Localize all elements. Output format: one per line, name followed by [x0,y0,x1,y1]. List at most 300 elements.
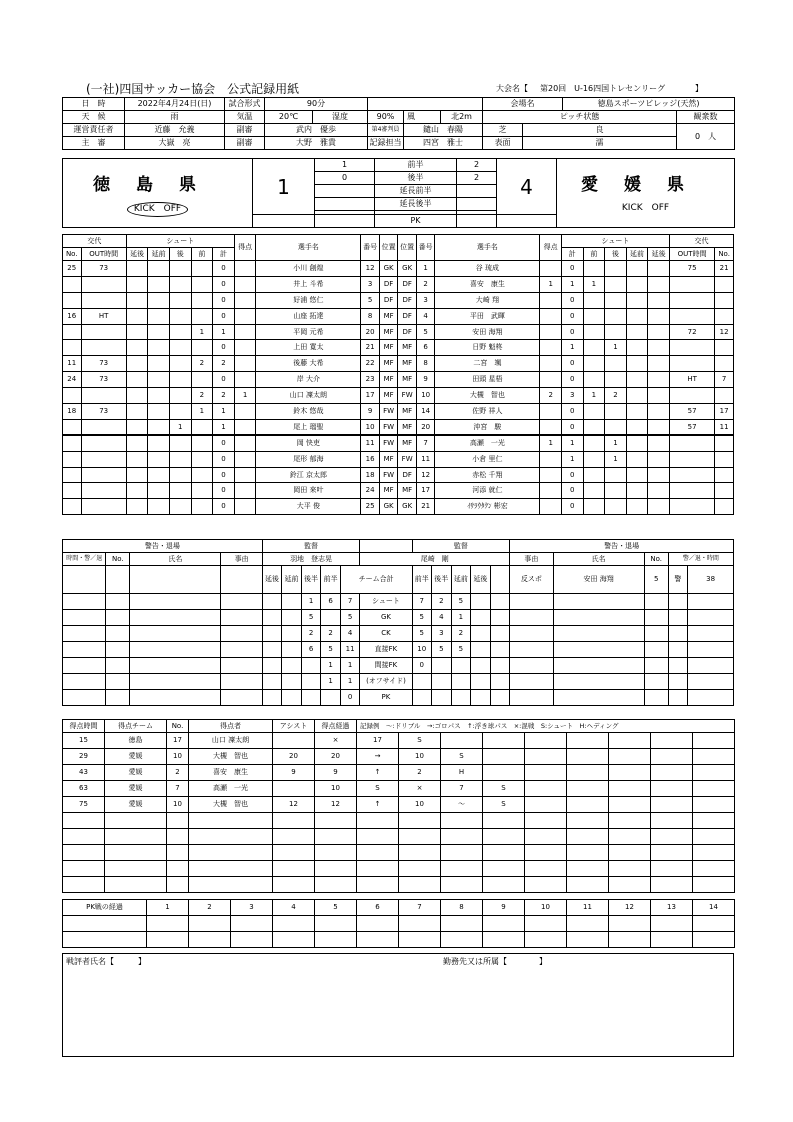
pk-result-cell [189,932,231,948]
away-shot-2h [605,419,627,435]
home-goals [234,404,256,420]
a-out: OUT時間 [670,248,715,261]
pk-kick-number: 6 [357,900,399,916]
away-shot-1h: 1 [583,276,605,292]
away-shot-e1 [626,340,648,356]
home-shot-total: 0 [213,499,235,515]
away-shot-e1 [626,372,648,388]
goal-route-3 [399,829,441,845]
goal-route-6 [525,733,567,749]
home-goals [234,292,256,308]
manager-label: 運営責任者 [63,124,125,137]
goal-scorer-no [167,813,189,829]
goal-team: 愛媛 [105,781,167,797]
weather-value: 雨 [125,111,225,124]
away-player-position: MF [398,404,417,420]
goal-route-empty [693,797,735,813]
stat-label: (オフサイド) [360,674,412,690]
home-shot-total: 0 [213,292,235,308]
home-card-cell [130,642,221,658]
home-player-position: MF [379,388,398,404]
home-player-number: 10 [361,419,380,435]
home-shot-e1 [148,435,170,451]
away-card-cell [688,658,734,674]
home-kickoff: KICK OFF [127,202,188,217]
goal-assist [273,781,315,797]
home-stat-e1 [282,690,302,706]
goal-route-2 [357,877,399,893]
goal-row [63,845,735,861]
goal-time [63,829,105,845]
away-shot-2h: 2 [605,388,627,404]
home-player-name: 平岡 元希 [256,324,361,340]
home-shot-e1 [148,419,170,435]
away-stat-1h [432,658,452,674]
pk-result-cell [693,916,735,932]
recorder-value: 四宮 雅士 [404,137,483,150]
home-shot-total: 0 [213,276,235,292]
home-shot-e2 [126,356,148,372]
goal-route-empty [609,813,651,829]
away-shot-total: 3 [561,388,583,404]
home-out-time [81,419,126,435]
date-value: 2022年4月24日(日) [125,98,225,111]
home-player-name: 山口 凜太朗 [256,388,361,404]
home-player-name: 岡 快吏 [256,435,361,451]
home-goals: 1 [234,388,256,404]
away-card-cell [688,610,734,626]
goal-route-6 [525,797,567,813]
home-shot-1h: 2 [191,356,213,372]
home-shot-2h [169,324,191,340]
home-shot-e1 [148,340,170,356]
home-stat-e2 [262,658,282,674]
form-title: (一社)四国サッカー協会 公式記録用紙 [86,82,300,96]
away-card-cell [644,690,668,706]
fourth-label: 第4審判員 [368,124,404,137]
goal-team [105,877,167,893]
home-out-time: HT [81,308,126,324]
goal-route-4 [441,877,483,893]
goal-route-empty [609,829,651,845]
goal-scorer [189,829,273,845]
home-shot-e2 [126,467,148,483]
away-card-cell [668,642,688,658]
pk-result-cell [231,932,273,948]
goal-route-empty [651,765,693,781]
away-shot-2h [605,324,627,340]
home-goals [234,308,256,324]
away-stat-e2 [490,594,510,610]
home-player-name: 岸 大介 [256,372,361,388]
away-shot-total: 0 [561,356,583,372]
home-card-cell [221,642,262,658]
away-sub-no [715,451,734,467]
turf-value: 良 [523,124,677,137]
home-sub-no [63,451,82,467]
away-sub-no [715,467,734,483]
away-shot-e1 [626,467,648,483]
home-shot-2h [169,499,191,515]
away-shot-e1 [626,324,648,340]
pk-result-cell [315,916,357,932]
goal-route-empty [693,829,735,845]
home-card-cell [130,690,221,706]
goal-route-4 [441,829,483,845]
goal-route-5 [483,829,525,845]
surface-label: 表面 [483,137,523,150]
pk-kick-number: 7 [399,900,441,916]
goal-route-6 [525,765,567,781]
pk-result-cell [483,916,525,932]
home-shot-total: 0 [213,435,235,451]
home-stat-total: 11 [340,642,360,658]
attendance-cell [677,124,735,150]
away-shot-total: 0 [561,404,583,420]
home-player-name: 鈴江 京太郎 [256,467,361,483]
goal-scorer-no: 10 [167,797,189,813]
home-shot-1h [191,451,213,467]
away-player-position: FW [398,451,417,467]
info-table [62,97,735,150]
away-card-cell [510,690,553,706]
away-shot-1h [583,451,605,467]
away-goals [540,261,562,277]
ar2-value: 大野 雅貴 [265,137,368,150]
goal-route-empty [693,733,735,749]
goal-route-2 [357,813,399,829]
h-h2: 後 [169,248,191,261]
home-player-number: 3 [361,276,380,292]
home-shot-total: 0 [213,340,235,356]
g-assist: アシスト [273,720,315,733]
away-out-time [670,388,715,404]
away-stat-total: 5 [412,610,432,626]
c-no-r: No. [644,553,668,566]
goal-route-6 [525,845,567,861]
away-stat-1h: 5 [432,642,452,658]
away-stat-e1 [471,690,491,706]
away-shot-e1 [626,451,648,467]
goal-assist: 20 [273,749,315,765]
home-shot-2h [169,292,191,308]
away-card-cell [510,626,553,642]
away-stat-2h: 2 [451,626,471,642]
away-sub-no [715,483,734,499]
stat-label: PK [360,690,412,706]
player-row [63,388,734,404]
home-shot-total: 1 [213,404,235,420]
pk-kick-number: 13 [651,900,693,916]
goal-route-4: S [441,749,483,765]
pk-result-cell [609,932,651,948]
away-stat-total [412,690,432,706]
home-sub-no [63,388,82,404]
goal-scorer-no: 17 [167,733,189,749]
home-shot-2h [169,261,191,277]
home-sub-no: 16 [63,308,82,324]
player-row [63,308,734,324]
home-shot-total: 0 [213,451,235,467]
away-shot-e2 [648,388,670,404]
pk-kick-number: 9 [483,900,525,916]
home-shot-1h [191,483,213,499]
home-sub-no [63,499,82,515]
away-out-time [670,483,715,499]
home-1h: 1 [315,159,375,172]
home-shot-total: 0 [213,467,235,483]
home-goals [234,324,256,340]
home-card-cell [106,642,130,658]
home-player-name: 上田 寛太 [256,340,361,356]
away-player-number: 4 [416,308,435,324]
home-team-name: 徳島県 [93,175,222,195]
home-stat-e1 [282,674,302,690]
home-shot-e1 [148,451,170,467]
h-t: 計 [213,248,235,261]
home-num-header: 番号 [361,235,380,261]
goal-route-5 [483,749,525,765]
home-shot-2h [169,276,191,292]
home-sub-no [63,276,82,292]
goal-route-empty [567,749,609,765]
player-row [63,261,734,277]
goal-route-2 [357,845,399,861]
away-player-position: MF [398,356,417,372]
home-stat-e2 [262,690,282,706]
pk-kick-number: 3 [231,900,273,916]
home-sub-no [63,467,82,483]
away-card-cell [553,642,644,658]
away-card-cell [553,658,644,674]
goal-route-3: 10 [399,749,441,765]
home-card-cell [106,626,130,642]
player-row [63,419,734,435]
away-2h: 2 [457,172,497,185]
away-coach: 尾崎 剛 [360,553,510,566]
home-stat-1h: 5 [321,642,341,658]
goal-scorer: 喜安 康生 [189,765,273,781]
away-shot-total: 0 [561,261,583,277]
away-stat-1h: 2 [432,594,452,610]
home-player-name: 後藤 大希 [256,356,361,372]
away-out-time: 72 [670,324,715,340]
away-shot-total: 0 [561,324,583,340]
home-sub-no: 18 [63,404,82,420]
goal-route-empty [567,733,609,749]
venue-value: 徳島スポーツビレッジ(天然) [563,98,735,111]
goal-time [63,877,105,893]
away-shot-2h: 1 [605,435,627,451]
goal-route-1 [315,813,357,829]
away-stat-e1 [471,626,491,642]
away-shot-e2 [648,419,670,435]
c-name-r: 氏名 [553,553,644,566]
home-goals [234,372,256,388]
away-player-name: 平田 武暉 [435,308,540,324]
goal-route-empty [609,861,651,877]
home-stat-2h: 5 [301,610,321,626]
home-goals [234,261,256,277]
home-goals [234,340,256,356]
home-shot-total: 0 [213,483,235,499]
away-shot-2h: 1 [605,340,627,356]
home-shot-e2 [126,451,148,467]
stat-row [63,658,734,674]
home-shot-e1 [148,356,170,372]
goal-row [63,829,735,845]
away-card-cell [644,626,668,642]
attendance-unit: 人 [708,131,717,141]
away-shot-e2 [648,404,670,420]
away-player-number: 1 [416,261,435,277]
away-shot-e1 [626,292,648,308]
pk-result-cell [399,932,441,948]
away-shot-e2 [648,324,670,340]
pk-result-cell [357,916,399,932]
home-player-name: 尾上 瑠聖 [256,419,361,435]
pk-result-cell [567,916,609,932]
away-shot-e2 [648,499,670,515]
c-time-r: 警／退・時間 [668,553,733,566]
home-stat-total: 5 [340,610,360,626]
away-player-name: 沖宮 駿 [435,419,540,435]
goal-route-3: 10 [399,797,441,813]
home-card-cell [106,658,130,674]
away-card-cell [668,690,688,706]
home-player-position: MF [379,483,398,499]
goal-route-2: 17 [357,733,399,749]
home-card-cell [130,626,221,642]
home-shot-2h [169,451,191,467]
home-stat-e1 [282,642,302,658]
goal-route-3: 2 [399,765,441,781]
referee-value: 大嶽 亮 [125,137,225,150]
pk-result-cell [441,932,483,948]
away-card-cell [510,642,553,658]
surface-value: 濡 [523,137,677,150]
h-e1: 延前 [148,248,170,261]
away-shot-e1 [626,419,648,435]
goal-scorer: 大槻 智也 [189,797,273,813]
away-shot-1h [583,483,605,499]
away-player-number: 9 [416,372,435,388]
away-shot-e2 [648,372,670,388]
away-sub-no [715,499,734,515]
goal-time: 43 [63,765,105,781]
home-player-number: 23 [361,372,380,388]
away-sub-no [715,276,734,292]
home-stat-e2 [262,674,282,690]
player-row [63,451,734,467]
g-scorer: 得点者 [189,720,273,733]
home-shot-e1 [148,292,170,308]
away-card-name: 安田 海翔 [553,566,644,594]
home-stat-2h: 2 [301,626,321,642]
home-shot-total: 2 [213,388,235,404]
away-shot-2h: 1 [605,451,627,467]
home-shot-1h [191,499,213,515]
away-card-reason: 反スポ [510,566,553,594]
goal-route-empty [567,829,609,845]
goal-row [63,733,735,749]
goal-scorer-no: 2 [167,765,189,781]
a-n: No. [715,248,734,261]
away-player-name: 日野 魁柊 [435,340,540,356]
away-sub-no [715,308,734,324]
away-shot-e2 [648,308,670,324]
away-score: 4 [497,159,557,215]
away-card-cell [644,658,668,674]
pk-result-cell [651,916,693,932]
home-shot-total: 0 [213,308,235,324]
away-card-cell [688,690,734,706]
goal-route-empty [693,765,735,781]
goal-route-empty [567,781,609,797]
home-shot-1h [191,292,213,308]
away-card-cell [553,690,644,706]
home-player-name: 尾形 郁海 [256,451,361,467]
home-stat-e1 [282,626,302,642]
goal-route-empty [693,845,735,861]
away-shot-2h [605,483,627,499]
goal-route-empty [567,845,609,861]
away-player-number: 3 [416,292,435,308]
home-stat-total: 1 [340,658,360,674]
home-out-time: 73 [81,261,126,277]
goal-route-empty [651,733,693,749]
away-goals [540,483,562,499]
away-stat-1h [432,690,452,706]
away-out-time [670,276,715,292]
period-2h: 後半 [375,172,457,185]
pk-result-cell [483,932,525,948]
temp-label: 気温 [225,111,265,124]
home-sub-no [63,324,82,340]
goal-route-2: → [357,749,399,765]
goal-time [63,845,105,861]
ar1-label: 副審 [225,124,265,137]
goal-row [63,781,735,797]
away-goals: 2 [540,388,562,404]
away-player-number: 21 [416,499,435,515]
away-shot-e1 [626,261,648,277]
pk-result-cell [147,916,189,932]
away-sub-no [715,340,734,356]
away-shot-2h [605,356,627,372]
home-sub-no: 25 [63,261,82,277]
home-stat-total: 7 [340,594,360,610]
team-total-label: チーム合計 [340,566,412,594]
home-card-cell [221,674,262,690]
away-stat-e2 [490,610,510,626]
away-sub-no: 21 [715,261,734,277]
home-stat-1h: 2 [321,626,341,642]
away-card-cell [668,674,688,690]
manager-value: 近藤 允義 [125,124,225,137]
away-out-time [670,467,715,483]
home-coach: 羽地 登志晃 [262,553,360,566]
goal-row [63,765,735,781]
home-player-name: 好浦 悠仁 [256,292,361,308]
away-shot-e2 [648,292,670,308]
home-shot-e2 [126,388,148,404]
away-goals [540,308,562,324]
goal-route-1: 12 [315,797,357,813]
goal-time [63,861,105,877]
away-card-cell [510,658,553,674]
goal-route-2: S [357,781,399,797]
